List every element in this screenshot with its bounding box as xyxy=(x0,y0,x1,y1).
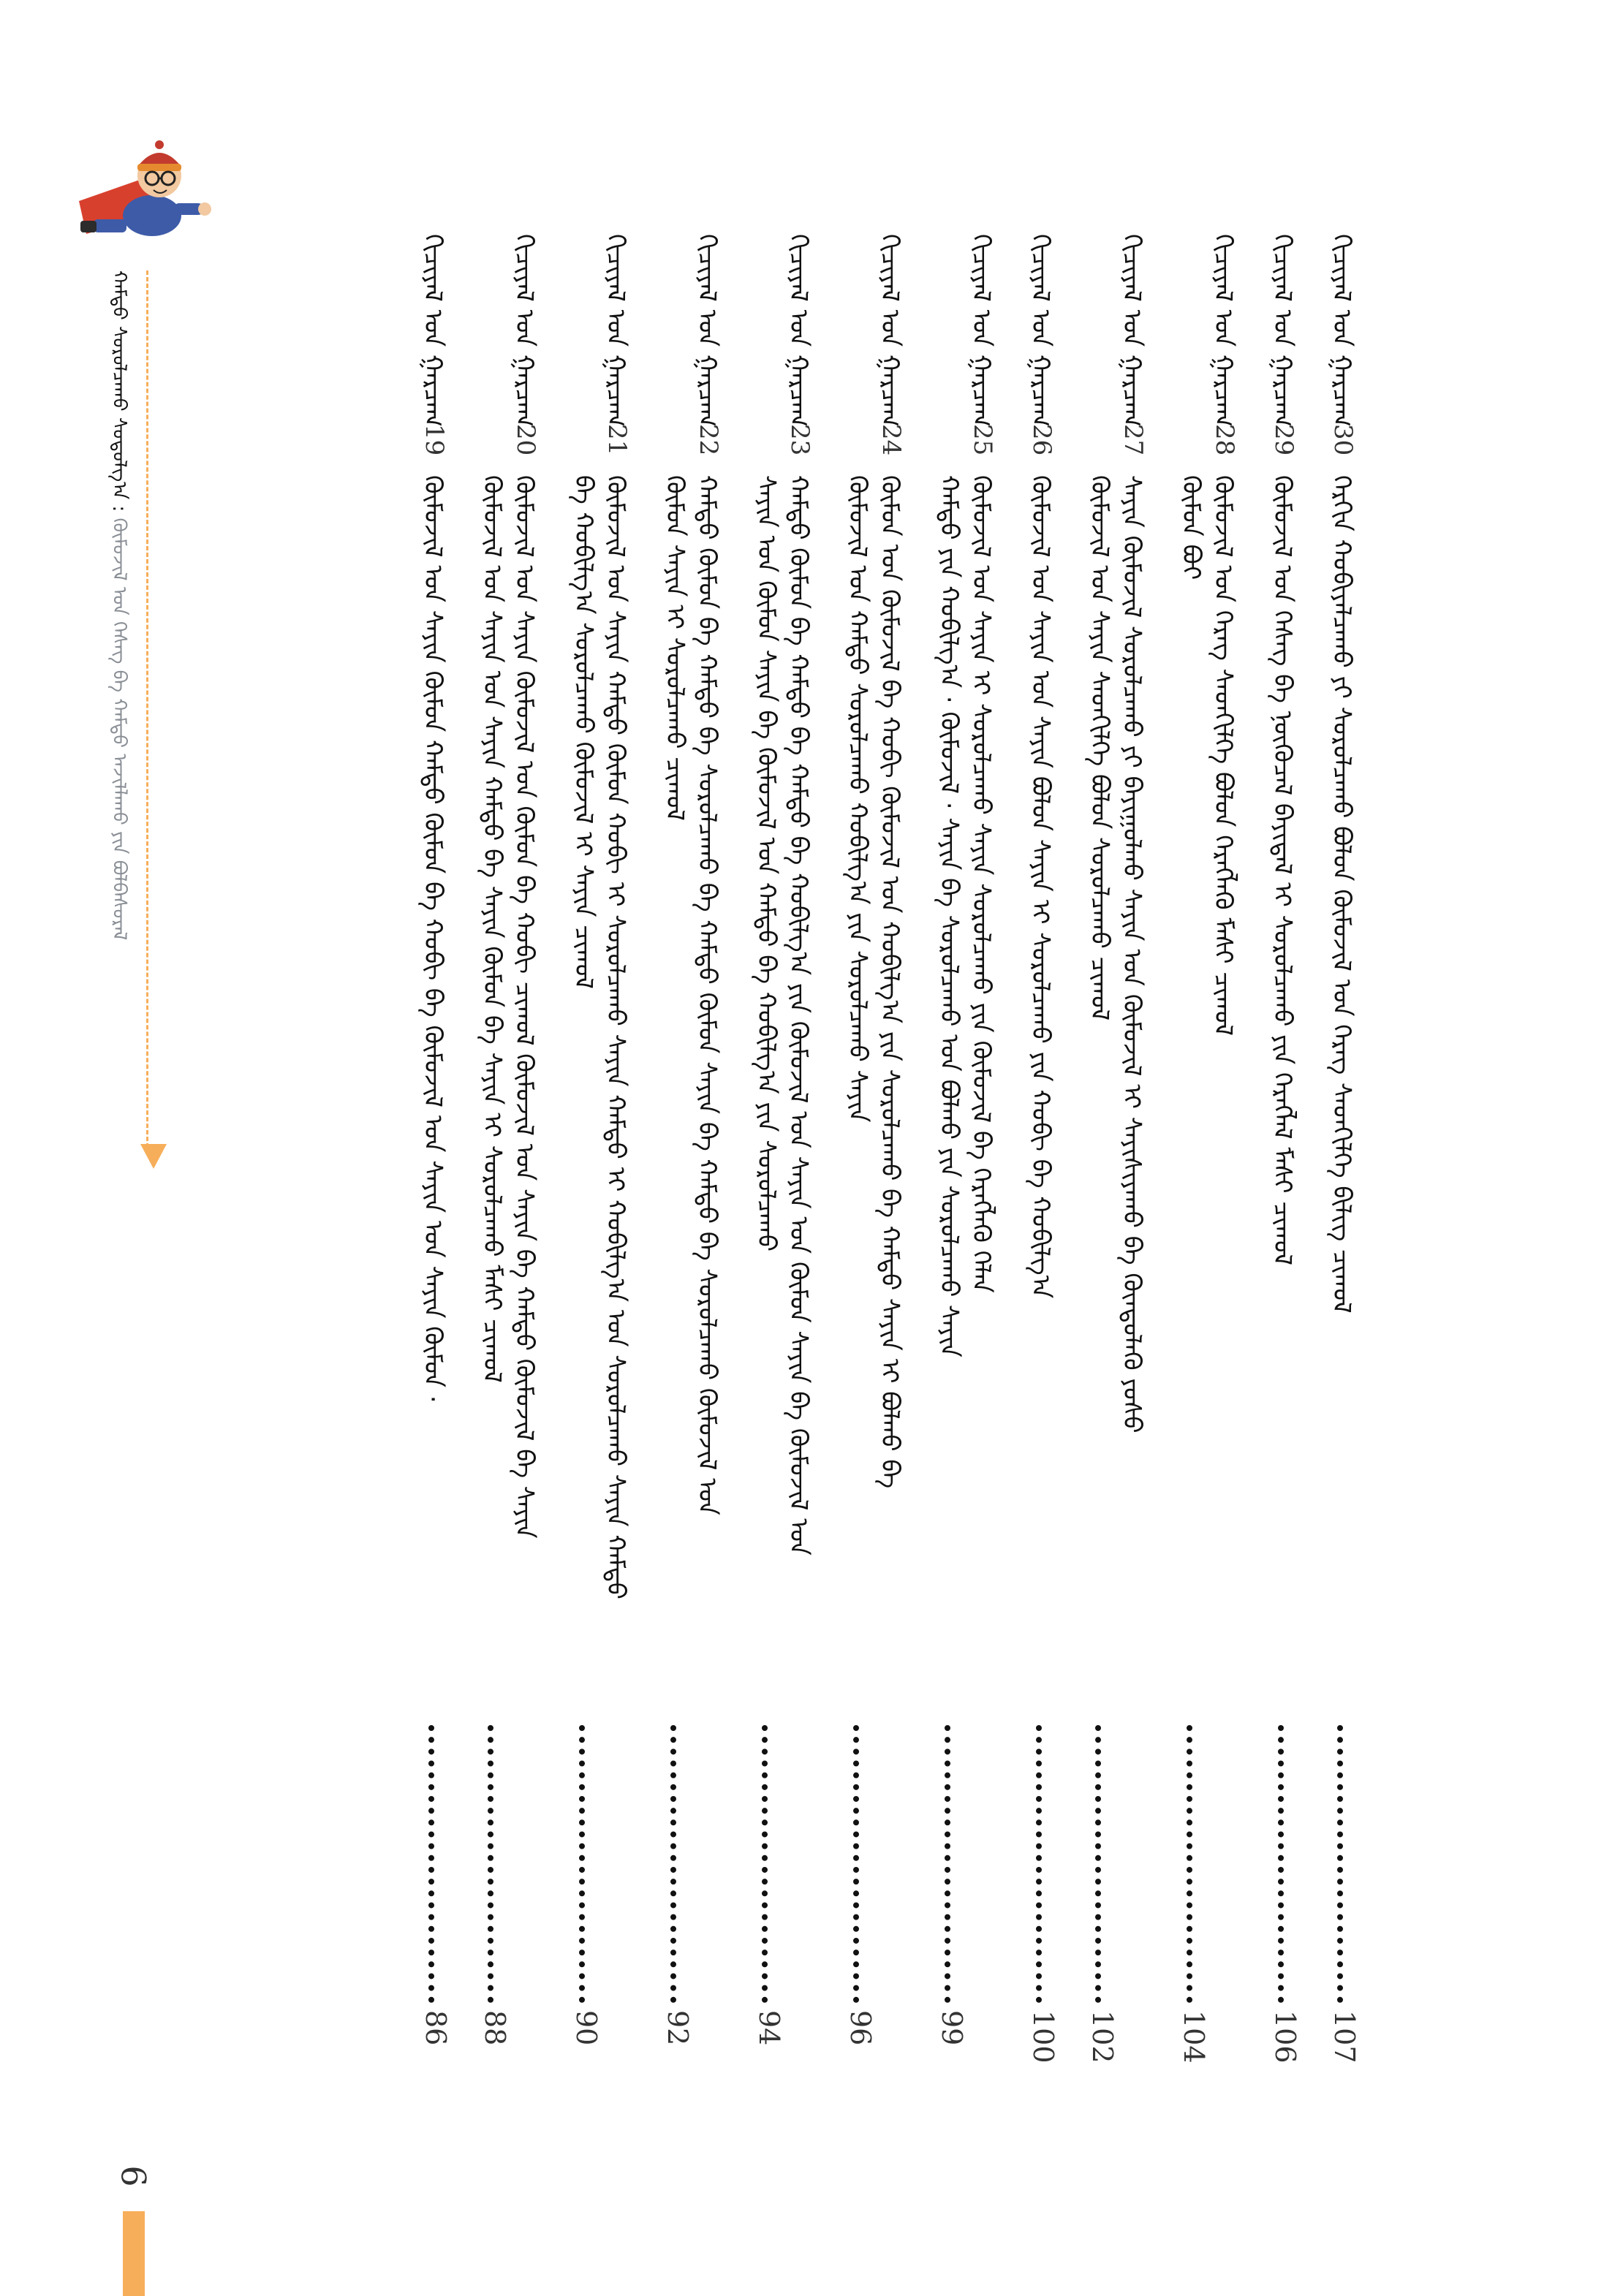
lesson-page-number: 99 xyxy=(936,2010,968,2046)
lesson-label: ᠬᠢᠴᠢᠶᠡᠯ ᠤᠨ ᠭᠠᠷᠴᠠᠭ xyxy=(1208,234,1238,428)
lesson-label: ᠬᠢᠴᠢᠶᠡᠯ ᠤᠨ ᠭᠠᠷᠴᠠᠭ xyxy=(1117,234,1146,428)
lesson-label: ᠬᠢᠴᠢᠶᠡᠯ ᠤᠨ ᠭᠠᠷᠴᠠᠭ xyxy=(418,234,447,428)
lesson-title-line: ᠬᠠᠮᠲᠤ ᠬᠦᠮᠦᠨ ᠪᠠ ᠬᠠᠮᠲᠤ ᠪᠠ ᠬᠠᠮᠲᠤ ᠪᠠ ᠬᠤᠪᠢᠯᠭ᠎ᠠ ᠶᠢᠨ ᠬᠦᠮᠦᠵᠢᠯ ᠤᠨ ᠰᠠᠶᠢᠨ ᠤᠨ ᠬᠦᠮᠦᠨ ᠰᠠᠶᠢᠨ ᠪᠠ ᠬᠦᠮᠦᠵᠢᠯ ᠤᠨ xyxy=(784,475,813,1556)
lesson-title-line: ᠬᠠᠮᠲᠤ ᠶᠢᠨ ᠬᠤᠪᠢᠯᠭ᠎ᠠ · ᠬᠦᠮᠦᠵᠢᠯ · ᠰᠠᠶᠢᠨ ᠪᠠ ᠰᠤᠷᠤᠯᠴᠠᠬᠤ ᠤᠨ ᠪᠤᠯᠬᠤ ᠶᠢᠨ ᠰᠤᠷᠤᠯᠴᠠᠬᠤ ᠰᠠᠶᠢᠨ xyxy=(934,475,964,1357)
lesson-page-number: 107 xyxy=(1328,2010,1361,2064)
page-accent-bar xyxy=(123,2211,145,2296)
mascot-boy-icon xyxy=(64,132,218,270)
leader-dots xyxy=(1095,1725,1105,2003)
leader-dots xyxy=(1187,1725,1197,2003)
lesson-title-line: ᠬᠦᠮᠦᠵᠢᠯ ᠤᠨ ᠰᠠᠶᠢᠨ ᠰᠡᠳᠬᠢᠯᠭᠡ ᠪᠤᠯᠤᠨ ᠰᠤᠷᠤᠯᠴᠠᠬᠤ ᠴᠢᠬᠤᠯ xyxy=(1085,475,1114,1021)
lesson-title-line: ᠬᠦᠮᠦᠵᠢᠯ ᠤᠨ ᠬᠠᠮᠲᠤ ᠰᠤᠷᠤᠯᠴᠠᠬᠤ ᠬᠤᠪᠢᠯᠭ᠎ᠠ ᠶᠢᠨ ᠰᠤᠷᠤᠯᠴᠠᠬᠤ ᠰᠠᠶᠢᠨ xyxy=(843,475,872,1123)
lesson-title-line: ᠬᠦᠮᠦᠵᠢᠯ ᠤᠨ ᠬᠡᠰᠡᠭ ᠪᠠ ᠨᠦᠬᠦᠴᠡᠯ ᠪᠠᠶᠢᠳᠠᠯ ᠢ ᠰᠤᠷᠤᠯᠴᠠᠬᠤ ᠶᠢᠨ ᠬᠡᠷᠡᠭᠯᠡᠯ ᠮᠠᠰᠢ ᠴᠢᠬᠤᠯ xyxy=(1268,475,1297,1265)
lesson-title-line: ᠪᠠ ᠬᠤᠪᠢᠯᠭ᠎ᠠ ᠰᠤᠷᠤᠯᠴᠠᠬᠤ ᠬᠦᠮᠦᠵᠢᠯ ᠢ ᠰᠠᠶᠢᠨ ᠴᠢᠬᠤᠯ xyxy=(569,475,598,989)
running-header xyxy=(102,270,136,940)
lesson-title-line: ᠬᠠᠮᠲᠤ ᠬᠦᠮᠦᠨ ᠪᠠ ᠬᠠᠮᠲᠤ ᠪᠠ ᠰᠤᠷᠤᠯᠴᠠᠬᠤ ᠪᠠ ᠬᠠᠮᠲᠤ ᠬᠦᠮᠦᠨ ᠰᠠᠶᠢᠨ ᠪᠠ ᠬᠠᠮᠲᠤ ᠪᠠ ᠰᠤᠷᠤᠯᠴᠠᠬᠤ ᠬᠦᠮᠦᠵᠢᠯ ᠤᠨ xyxy=(692,475,722,1515)
lesson-number: 19 xyxy=(420,424,449,456)
leader-dots xyxy=(1337,1725,1347,2003)
lesson-number: 23 xyxy=(785,424,814,456)
lesson-number: 21 xyxy=(602,424,632,456)
lesson-number: 27 xyxy=(1119,424,1148,456)
lesson-page-number: 104 xyxy=(1178,2010,1210,2064)
lesson-number: 28 xyxy=(1210,424,1239,456)
leader-dots xyxy=(1036,1725,1046,2003)
lesson-page-number: 86 xyxy=(420,2010,452,2046)
header-title: ᠬᠠᠮᠲᠤ ᠰᠤᠷᠤᠯᠴᠠᠬᠤ ᠰᠤᠳᠤᠯᠭ᠎ᠠ xyxy=(108,270,130,500)
lesson-page-number: 90 xyxy=(570,2010,602,2046)
lesson-title-line: ᠰᠠᠶᠢᠨ ᠬᠦᠮᠦᠵᠢᠯ ᠰᠤᠷᠤᠯᠴᠠᠬᠤ ᠶᠢ ᠪᠠᠶᠢᠭᠤᠯᠬᠤ ᠰᠠᠶᠢᠨ ᠤᠨ ᠬᠦᠮᠦᠵᠢᠯ ᠢ ᠰᠠᠶᠢᠰᠢᠶᠠᠬᠤ ᠪᠠ ᠬᠦᠨᠳᠦᠯᠡᠬᠦ ᠶᠤᠰᠤ xyxy=(1117,475,1146,1433)
lesson-number: 30 xyxy=(1328,424,1358,456)
lesson-title-line: ᠬᠦᠮᠦᠵᠢᠯ ᠤᠨ ᠰᠠᠶᠢᠨ ᠬᠦᠮᠦᠵᠢᠯ ᠤᠨ ᠬᠦᠮᠦᠨ ᠪᠠ ᠬᠤᠪᠢ ᠴᠢᠬᠤᠯ ᠬᠦᠮᠦᠵᠢᠯ ᠤᠨ ᠰᠠᠶᠢᠨ ᠪᠠ ᠬᠠᠮᠲᠤ ᠬᠦᠮᠦᠵᠢᠯ ᠪᠠ ᠰᠠᠶᠢᠨ xyxy=(510,475,539,1539)
lesson-number: 22 xyxy=(694,424,723,456)
lesson-page-number: 102 xyxy=(1086,2010,1119,2064)
lesson-number: 26 xyxy=(1027,424,1056,456)
lesson-label: ᠬᠢᠴᠢᠶᠡᠯ ᠤᠨ ᠭᠠᠷᠴᠠᠭ xyxy=(601,234,630,428)
lesson-title-line: ᠬᠦᠮᠦᠨ ᠰᠠᠶᠢᠨ ᠢ ᠰᠤᠷᠤᠯᠴᠠᠬᠤ ᠴᠢᠬᠤᠯ xyxy=(660,475,689,821)
leader-dots xyxy=(670,1725,681,2003)
leader-dots xyxy=(1278,1725,1288,2003)
lesson-title-line: ᠬᠦᠮᠦᠵᠢᠯ ᠤᠨ ᠰᠠᠶᠢᠨ ᠤᠨ ᠰᠠᠶᠢᠨ ᠪᠤᠯᠤᠨ ᠰᠠᠶᠢᠨ ᠢ ᠰᠤᠷᠤᠯᠴᠠᠬᠤ ᠶᠢᠨ ᠬᠤᠪᠢ ᠪᠠ ᠬᠤᠪᠢᠯᠭ᠎ᠠ xyxy=(1026,475,1055,1299)
lesson-page-number: 92 xyxy=(662,2010,694,2046)
lesson-label: ᠬᠢᠴᠢᠶᠡᠯ ᠤᠨ ᠭᠠᠷᠴᠠᠭ xyxy=(510,234,539,428)
lesson-label: ᠬᠢᠴᠢᠶᠡᠯ ᠤᠨ ᠭᠠᠷᠴᠠᠭ xyxy=(1268,234,1297,428)
lesson-number: 24 xyxy=(877,424,906,456)
lesson-page-number: 106 xyxy=(1269,2010,1301,2064)
lesson-label: ᠬᠢᠴᠢᠶᠡᠯ ᠤᠨ ᠭᠠᠷᠴᠠᠭ xyxy=(966,234,996,428)
lesson-number: 29 xyxy=(1269,424,1298,456)
leader-dots xyxy=(853,1725,863,2003)
header-separator: : xyxy=(108,505,130,518)
lesson-title-line: ᠬᠦᠮᠦᠨ ᠤᠨ ᠬᠦᠮᠦᠵᠢᠯ ᠪᠠ ᠬᠤᠪᠢ ᠬᠦᠮᠦᠵᠢᠯ ᠤᠨ ᠬᠤᠪᠢᠯᠭ᠎ᠠ ᠶᠢᠨ ᠰᠤᠷᠤᠯᠴᠠᠬᠤ ᠪᠠ ᠬᠠᠮᠲᠤ ᠰᠠᠶᠢᠨ ᠢ ᠪᠤᠯᠬᠤ ᠪᠠ xyxy=(875,475,904,1489)
lesson-page-number: 88 xyxy=(479,2010,511,2046)
leader-dots xyxy=(945,1725,955,2003)
lesson-title-line: ᠬᠦᠮᠦᠵᠢᠯ ᠤᠨ ᠰᠠᠶᠢᠨ ᠬᠦᠮᠦᠨ ᠬᠠᠮᠲᠤ ᠬᠦᠮᠦᠨ ᠪᠠ ᠬᠤᠪᠢ ᠪᠠ ᠬᠦᠮᠦᠵᠢᠯ ᠤᠨ ᠰᠠᠶᠢᠨ ᠤᠨ ᠰᠠᠶᠢᠨ ᠬᠦᠮᠦᠨ · xyxy=(418,475,447,1403)
lesson-title-line: ᠬᠦᠮᠦᠵᠢᠯ ᠤᠨ ᠰᠠᠶᠢᠨ ᠬᠠᠮᠲᠤ ᠬᠦᠮᠦᠨ ᠬᠤᠪᠢ ᠢ ᠰᠤᠷᠤᠯᠴᠠᠬᠤ ᠰᠠᠶᠢᠨ ᠬᠠᠮᠲᠤ ᠢ ᠬᠤᠪᠢᠯᠭ᠎ᠠ ᠤᠨ ᠰᠤᠷᠤᠯᠴᠠᠬᠤ ᠰᠠᠶᠢᠨ ᠬᠠᠮᠲᠤ xyxy=(601,475,630,1599)
lesson-number: 25 xyxy=(968,424,997,456)
lesson-label: ᠬᠢᠴᠢᠶᠡᠯ ᠤᠨ ᠭᠠᠷᠴᠠᠭ xyxy=(875,234,904,428)
lesson-title-line: ᠬᠦᠮᠦᠵᠢᠯ ᠤᠨ ᠰᠠᠶᠢᠨ ᠤᠨ ᠰᠠᠶᠢᠨ ᠬᠠᠮᠲᠤ ᠪᠠ ᠰᠠᠶᠢᠨ ᠬᠦᠮᠦᠨ ᠪᠠ ᠰᠠᠶᠢᠨ ᠢ ᠰᠤᠷᠤᠯᠴᠠᠬᠤ ᠮᠠᠰᠢ ᠴᠢᠬᠤᠯ xyxy=(477,475,507,1383)
lesson-title-line: ᠬᠦᠮᠦᠨ ᠪᠤᠢ xyxy=(1176,475,1206,580)
arrow-down-icon xyxy=(140,1144,167,1169)
leader-dots xyxy=(762,1725,772,2003)
header-subtitle: ᠬᠦᠮᠦᠵᠢᠯ ᠤᠨ ᠬᠡᠰᠡᠭ ᠪᠠ ᠬᠠᠮᠲᠤ ᠠᠵᠢᠯᠯᠠᠬᠤ ᠶᠢᠨ ᠪᠣᠯᠪᠠᠰᠤᠷᠠᠯ xyxy=(108,518,130,941)
lesson-title-line: ᠰᠠᠶᠢᠨ ᠤᠨ ᠬᠦᠮᠦᠨ ᠰᠠᠶᠢᠨ ᠪᠠ ᠬᠦᠮᠦᠵᠢᠯ ᠤᠨ ᠬᠠᠮᠲᠤ ᠪᠠ ᠬᠤᠪᠢᠯᠭ᠎ᠠ ᠶᠢᠨ ᠰᠤᠷᠤᠯᠴᠠᠬᠤ xyxy=(752,475,781,1252)
lesson-label: ᠬᠢᠴᠢᠶᠡᠯ ᠤᠨ ᠭᠠᠷᠴᠠᠭ xyxy=(1327,234,1356,428)
lesson-number: 20 xyxy=(511,424,540,456)
lesson-label: ᠬᠢᠴᠢᠶᠡᠯ ᠤᠨ ᠭᠠᠷᠴᠠᠭ xyxy=(692,234,722,428)
lesson-label: ᠬᠢᠴᠢᠶᠡᠯ ᠤᠨ ᠭᠠᠷᠴᠠᠭ xyxy=(1026,234,1055,428)
lesson-title-line: ᠬᠦᠮᠦᠵᠢᠯ ᠤᠨ ᠬᠡᠷᠡᠭ ᠰᠡᠳᠬᠢᠯᠭᠡ ᠪᠤᠯᠤᠨ ᠬᠡᠷᠡᠭᠯᠡᠬᠦ ᠮᠠᠰᠢ ᠴᠢᠬᠤᠯ xyxy=(1208,475,1238,1037)
lesson-page-number: 100 xyxy=(1027,2010,1059,2064)
header-dashed-line xyxy=(146,270,148,1148)
lesson-title-line: ᠬᠡᠷᠬᠢᠨ ᠬᠤᠪᠢᠶᠠᠯᠴᠠᠬᠤ ᠶᠢ ᠰᠤᠷᠤᠯᠴᠠᠬᠤ ᠪᠤᠯᠤᠨ ᠬᠦᠮᠦᠵᠢᠯ ᠤᠨ ᠬᠡᠷᠡᠭ ᠰᠡᠳᠬᠢᠯᠭᠡ ᠪᠢᠯᠢᠭ ᠴᠢᠬᠤᠯ xyxy=(1327,475,1356,1314)
leader-dots xyxy=(488,1725,498,2003)
lesson-page-number: 96 xyxy=(844,2010,877,2046)
lesson-title-line: ᠬᠦᠮᠦᠵᠢᠯ ᠤᠨ ᠰᠠᠶᠢᠨ ᠢ ᠰᠤᠷᠤᠯᠴᠠᠬᠤ ᠰᠠᠶᠢᠨ ᠰᠤᠷᠤᠯᠴᠠᠬᠤ ᠶᠢᠨ ᠬᠦᠮᠦᠵᠢᠯ ᠪᠠ ᠬᠡᠷᠡᠭᠯᠡᠬᠦ ᠬᠡᠯᠡᠨ xyxy=(966,475,996,1293)
page-number: 6 xyxy=(113,2165,154,2187)
leader-dots xyxy=(428,1725,439,2003)
lesson-page-number: 94 xyxy=(753,2010,785,2046)
leader-dots xyxy=(579,1725,589,2003)
lesson-label: ᠬᠢᠴᠢᠶᠡᠯ ᠤᠨ ᠭᠠᠷᠴᠠᠭ xyxy=(784,234,813,428)
